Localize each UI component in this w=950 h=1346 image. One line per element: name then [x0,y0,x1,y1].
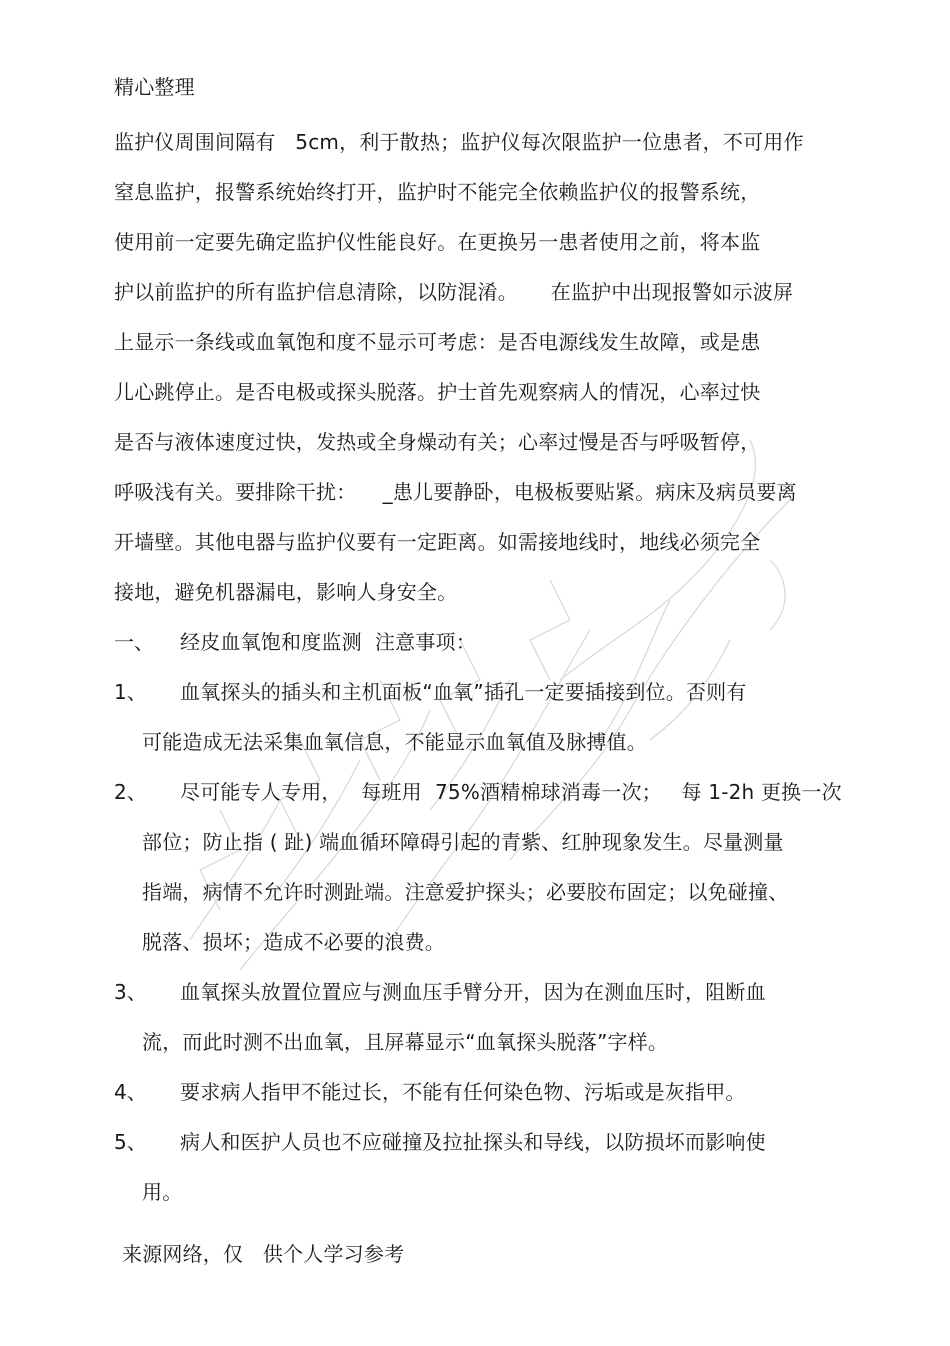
item-line: 病人和医护人员也不应碰撞及拉扯探头和导线，以防损坏而影响使 [180,1130,766,1154]
page-header: 精心整理 [114,75,195,99]
paragraph-line: 监护仪周围间隔有 5cm，利于散热；监护仪每次限监护一位患者，不可用作 [114,130,804,154]
item-line: 部位；防止指 ( 趾) 端血循环障碍引起的青紫、红肿现象发生。尽量测量 [142,830,784,854]
section-number: 一、 [114,630,154,654]
item-number: 5、 [114,1130,147,1154]
paragraph-line: 上显示一条线或血氧饱和度不显示可考虑：是否电源线发生故障，或是患 [114,330,761,354]
item-line: 指端，病情不允许时测趾端。注意爱护探头；必要胶布固定；以免碰撞、 [142,880,789,904]
item-line: 血氧探头的插头和主机面板“血氧”插孔一定要插接到位。否则有 [180,680,747,704]
section-title: 经皮血氧饱和度监测 注意事项： [180,630,476,654]
paragraph-line: 儿心跳停止。是否电极或探头脱落。护士首先观察病人的情况，心率过快 [114,380,761,404]
paragraph-line: 呼吸浅有关。要排除干扰： _患儿要静卧，电极板要贴紧。病床及病员要离 [114,480,797,504]
paragraph-line: 开墙壁。其他电器与监护仪要有一定距离。如需接地线时，地线必须完全 [114,530,761,554]
item-line: 脱落、损坏；造成不必要的浪费。 [142,930,445,954]
item-line: 用。 [142,1180,183,1204]
paragraph-line: 护以前监护的所有监护信息清除，以防混淆。 在监护中出现报警如示波屏 [114,280,794,304]
item-line: 可能造成无法采集血氧信息，不能显示血氧值及脉搏值。 [142,730,647,754]
item-number: 3、 [114,980,147,1004]
item-line: 尽可能专人专用， 每班用 75%酒精棉球消毒一次； 每 1-2h 更换一次 [180,780,842,804]
paragraph-line: 接地，避免机器漏电，影响人身安全。 [114,580,458,604]
item-number: 4、 [114,1080,147,1104]
item-line: 血氧探头放置位置应与测血压手臂分开，因为在测血压时，阻断血 [180,980,766,1004]
item-line: 要求病人指甲不能过长，不能有任何染色物、污垢或是灰指甲。 [180,1080,746,1104]
paragraph-line: 使用前一定要先确定监护仪性能良好。在更换另一患者使用之前，将本监 [114,230,761,254]
item-number: 1、 [114,680,147,704]
paragraph-line: 是否与液体速度过快，发热或全身燥动有关；心率过慢是否与呼吸暂停， [114,430,761,454]
item-line: 流，而此时测不出血氧，且屏幕显示“血氧探头脱落”字样。 [142,1030,669,1054]
item-number: 2、 [114,780,147,804]
page-footer: 来源网络，仅 供个人学习参考 [122,1242,405,1266]
paragraph-line: 窒息监护，报警系统始终打开，监护时不能完全依赖监护仪的报警系统， [114,180,761,204]
